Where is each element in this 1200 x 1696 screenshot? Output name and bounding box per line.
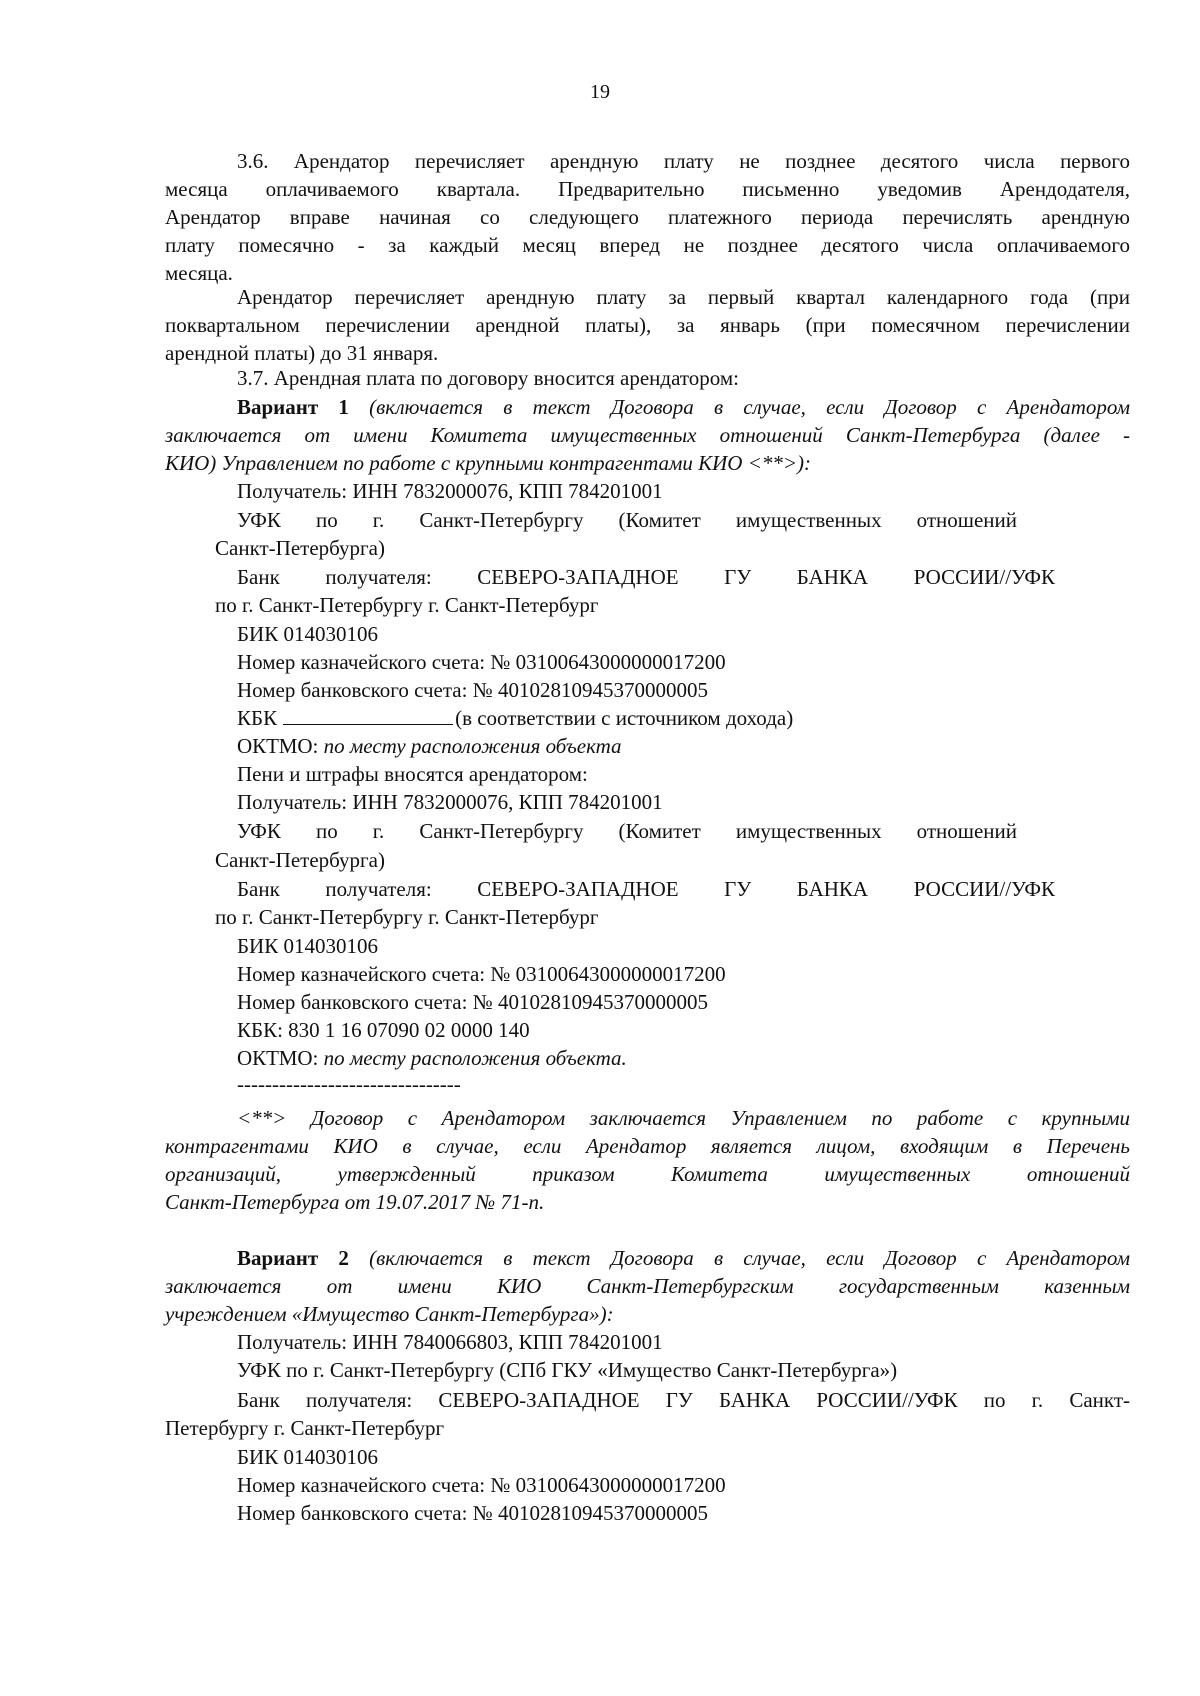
penalty-oktmo-value: по месту расположения объекта. — [323, 1046, 627, 1070]
penalty-recipient: Получатель: ИНН 7832000076, КПП 784201001 — [237, 790, 663, 814]
variant-1-label: Вариант 1 — [237, 395, 349, 419]
text-line: 3.6. Арендатор перечисляет арендную плату не позднее десятого числа первого — [237, 149, 1130, 173]
separator: -------------------------------- — [237, 1072, 461, 1096]
text-line: плату помесячно - за каждый месяц вперед не позднее десятого числа оплачиваемого — [165, 233, 1130, 257]
recipient: Получатель: ИНН 7832000076, КПП 784201001 — [237, 479, 663, 503]
kbk-label: КБК — [237, 706, 278, 730]
penalty-ufk: УФК по г. Санкт-Петербургу (Комитет имущественных отношений — [237, 819, 1017, 843]
text-line: Арендатор перечисляет арендную плату за первый квартал календарного года (при — [237, 285, 1130, 309]
penalty-oktmo-label: ОКТМО: — [237, 1046, 319, 1070]
penalty-bik: БИК 014030106 — [237, 934, 378, 958]
bank: Банк получателя: СЕВЕРО-ЗАПАДНОЕ ГУ БАНКА РОССИИ//УФК — [237, 565, 1055, 589]
variant-2-requisites — [237, 1328, 1117, 1384]
bank-cont: по г. Санкт-Петербургу г. Санкт-Петербург — [215, 593, 599, 617]
kbk-note: (в соответствии с источником дохода) — [455, 706, 794, 730]
ufk-line — [237, 506, 1017, 534]
v2-ufk: УФК по г. Санкт-Петербургу (СПб ГКУ «Имущество Санкт-Петербурга») — [237, 1358, 898, 1382]
penalty-bank: Банк получателя: СЕВЕРО-ЗАПАДНОЕ ГУ БАНКА РОССИИ//УФК — [237, 877, 1055, 901]
v2-treasury-account: Номер казначейского счета: № 03100643000000017200 — [237, 1473, 726, 1497]
variant-2-note: заключается от имени КИО Санкт-Петербургским государственным казенным — [165, 1274, 1130, 1298]
section-3-6 — [165, 147, 1130, 287]
v2-accounts — [237, 1443, 1037, 1527]
treasury-account: Номер казначейского счета: № 03100643000000017200 — [237, 650, 726, 674]
variant-2-note: (включается в текст Договора в случае, если Договор с Арендатором — [369, 1246, 1131, 1270]
account-lines — [237, 620, 1037, 816]
oktmo-line — [237, 732, 1037, 760]
text-line: месяца оплачиваемого квартала. Предварительно письменно уведомив Арендодателя, — [165, 177, 1130, 201]
penalty-intro: Пени и штрафы вносятся арендатором: — [237, 762, 588, 786]
v2-recipient: Получатель: ИНН 7840066803, КПП 784201001 — [237, 1330, 663, 1354]
ufk-line-2 — [215, 534, 1015, 562]
text-line: поквартальном перечислении арендной платы), за январь (при помесячном перечислении — [165, 313, 1130, 337]
penalty-bank-line-2 — [215, 903, 1015, 931]
footnote-line: Санкт-Петербурга от 19.07.2017 № 71-п. — [165, 1190, 545, 1214]
bik: БИК 014030106 — [237, 622, 378, 646]
v2-bank-line: Банк получателя: СЕВЕРО-ЗАПАДНОЕ ГУ БАНКА РОССИИ//УФК по г. Санкт- — [237, 1388, 1130, 1412]
page-number: 19 — [590, 81, 610, 103]
ufk: УФК по г. Санкт-Петербургу (Комитет имущественных отношений — [237, 508, 1017, 532]
kbk-blank — [283, 706, 453, 725]
variant-1-note: заключается от имени Комитета имущественных отношений Санкт-Петербурга (далее - — [165, 423, 1130, 447]
bank-line — [237, 563, 1055, 591]
variant-1-requisites — [237, 477, 1017, 505]
penalty-bank-line — [237, 875, 1055, 903]
v2-bank-account: Номер банковского счета: № 40102810945370000005 — [237, 1501, 709, 1525]
variant-2-label: Вариант 2 — [237, 1246, 349, 1270]
section-3-7 — [165, 364, 1130, 392]
penalty-kbk: КБК: 830 1 16 07090 02 0000 140 — [237, 1018, 530, 1042]
oktmo-value: по месту расположения объекта — [323, 734, 622, 758]
variant-1-note: (включается в текст Договора в случае, если Договор с Арендатором — [369, 395, 1131, 419]
v2-bank-cont: Петербургу г. Санкт-Петербург — [165, 1416, 445, 1440]
kbk-line — [237, 704, 1037, 732]
penalty-ufk-line-2 — [215, 846, 1015, 874]
footnote-line: <**> Договор с Арендатором заключается Управлением по работе с крупными — [237, 1106, 1130, 1130]
penalty-ufk-cont: Санкт-Петербурга) — [215, 848, 385, 872]
penalty-bank-cont: по г. Санкт-Петербургу г. Санкт-Петербург — [215, 905, 599, 929]
variant-2-note: учреждением «Имущество Санкт-Петербурга»): — [165, 1302, 614, 1326]
penalty-treasury-account: Номер казначейского счета: № 03100643000000017200 — [237, 962, 726, 986]
penalty-oktmo-line — [237, 1044, 1037, 1072]
penalty-account-lines — [237, 932, 1037, 1098]
penalty-bank-account: Номер банковского счета: № 40102810945370000005 — [237, 990, 709, 1014]
oktmo-label: ОКТМО: — [237, 734, 319, 758]
variant-1-note: КИО) Управлением по работе с крупными контрагентами КИО <**>): — [165, 451, 812, 475]
footnote-line: организаций, утвержденный приказом Комитета имущественных отношений — [165, 1162, 1130, 1186]
v2-bik: БИК 014030106 — [237, 1445, 378, 1469]
bank-account: Номер банковского счета: № 40102810945370000005 — [237, 678, 709, 702]
section-intro: 3.7. Арендная плата по договору вносится арендатором: — [237, 366, 740, 390]
variant-2-heading — [165, 1244, 1130, 1328]
footnote-line: контрагентами КИО в случае, если Арендатор является лицом, входящим в Перечень — [165, 1134, 1130, 1158]
text-line: арендной платы) до 31 января. — [165, 341, 439, 365]
section-3-6-second-paragraph — [165, 283, 1130, 367]
bank-line-2 — [215, 591, 1015, 619]
text-line: месяца. — [165, 261, 233, 285]
penalty-ufk-line — [237, 817, 1017, 845]
text-line: Арендатор вправе начиная со следующего платежного периода перечислять арендную — [165, 205, 1130, 229]
v2-bank — [165, 1386, 1130, 1442]
footnote — [165, 1104, 1130, 1216]
ufk-cont: Санкт-Петербурга) — [215, 536, 385, 560]
variant-1-heading — [165, 393, 1130, 477]
